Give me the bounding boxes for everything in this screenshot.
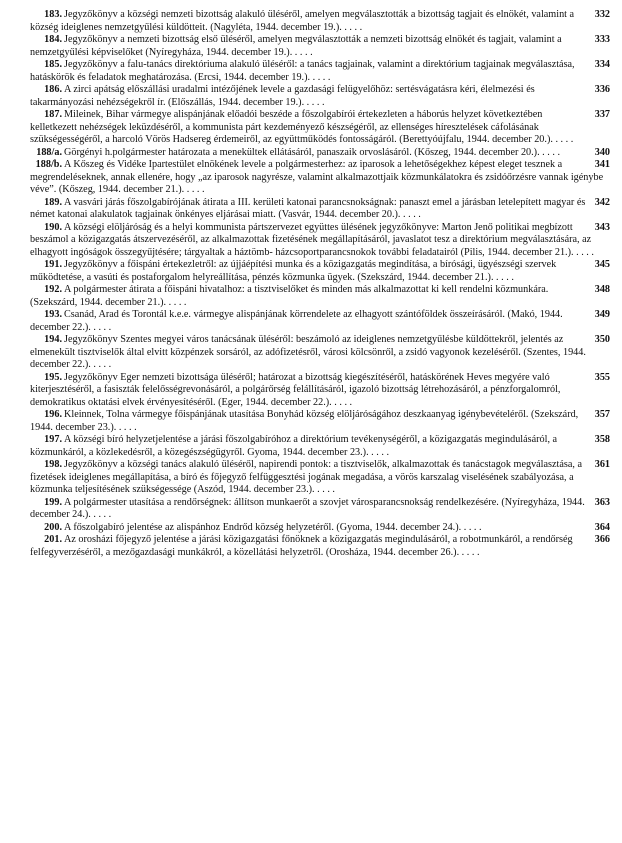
page-number: 333	[594, 34, 610, 45]
entry-text: Jegyzőkönyv Eger nemzeti bizottsága üléséről; határozat a bizottság kiegészítéséről, hatáskörének Heves megyére való kiterjesztéséről, a fasiszták felelősségrevonásáról, a polgárőrség felállításáról, igazoló bizottság létrehozásáról, a pénzforgalomról, demokratikus oktatási elvek érvényesítéséről. (Eger, 1944. december 22.)	[30, 371, 561, 408]
entry-text: Jegyzőkönyv Szentes megyei város tanácsának üléséről: beszámoló az ideiglenes nemzetgyűlésbe küldöttekről, jelentés az elmenekült tisztviselők által elvitt közpénzek sorsáról, az adófizetésről, városi kölcsönről, a zsidó vagyonok kezeléséről. (Szentes, 1944. december 22.)	[30, 334, 586, 370]
entry-number: 199.	[44, 496, 62, 508]
toc-entry	[30, 34, 610, 59]
toc-entry	[30, 197, 610, 222]
dot-leader: . . . . .	[329, 396, 353, 408]
entry-text: Jegyzőkönyv a főispáni értekezletről: az újjáépítési munka és a közigazgatás megindítása, a bírósági, ügyészségi szervek működtetése, a vasúti és postaforgalom helyreállítása, pénzés közmunka ügyek. (Szekszárd, 1944. december 21.)	[30, 259, 557, 283]
toc-entry	[30, 409, 610, 434]
page-number: 357	[594, 409, 610, 420]
page-number: 349	[594, 309, 610, 320]
entry-number: 194.	[44, 334, 62, 345]
entry-number: 193.	[44, 309, 62, 320]
entry-number: 190.	[44, 221, 62, 233]
entry-text: Kleinnek, Tolna vármegye főispánjának utasítása Bonyhád község elöljáróságához deszkaanyag igénybevételéről. (Szekszárd, 1944. december 23.)	[30, 409, 579, 433]
toc-entry	[30, 534, 610, 559]
entry-number: 200.	[44, 521, 62, 533]
toc-entry	[30, 147, 610, 160]
page-number: 336	[594, 84, 610, 95]
page-number: 345	[594, 259, 610, 270]
dot-leader: . . . . .	[490, 271, 514, 283]
page-number: 334	[594, 59, 610, 70]
entry-text: Jegyzőkönyv a nemzeti bizottság első üléséről, amelyen megválasztották a nemzeti bizottság elnökét és tagjait, valamint a nemzetgyűlési képviselőket (Nyíregyháza, 1944. december 19.)	[30, 34, 562, 58]
entry-text: Jegyzőkönyv a községi tanács alakuló üléséről, napirendi pontok: a tisztviselők, alkalmazottak és tanácstagok megválasztása, a fizetések ideiglenes megállapítása, a bíró és főjegyző felfüggesztési jogának megadása, a vörös karszalag viselésének szabályozása, a közmunka teljesítésének szükségessége (Aszód, 1944. december 23.)	[30, 459, 582, 495]
page-number: 350	[594, 334, 610, 345]
entry-number: 189.	[44, 196, 62, 208]
page-number: 358	[594, 434, 610, 445]
dot-leader: . . . . .	[537, 146, 560, 158]
entry-number: 196.	[44, 409, 62, 420]
dot-leader: . . . . .	[550, 134, 574, 145]
page-number: 364	[594, 521, 610, 533]
dot-leader: . . . . .	[458, 521, 482, 533]
entry-text: A főszolgabíró jelentése az alispánhoz Endrőd község helyzetéről. (Gyoma, 1944. december 24.)	[64, 521, 459, 533]
toc-entry	[30, 84, 610, 109]
dot-leader: . . . . .	[366, 446, 389, 458]
page-number: 355	[594, 371, 610, 383]
table-of-contents	[30, 9, 610, 559]
toc-entry	[30, 459, 610, 497]
toc-entry	[30, 284, 610, 309]
entry-number: 197.	[44, 434, 62, 445]
page-number: 343	[594, 221, 610, 233]
dot-leader: . . . . .	[307, 71, 331, 83]
toc-entry	[30, 434, 610, 459]
toc-entry	[30, 522, 610, 535]
dot-leader: . . . . .	[113, 421, 137, 433]
dot-leader: . . . . .	[181, 184, 205, 195]
toc-entry	[30, 159, 610, 197]
toc-entry	[30, 59, 610, 84]
dot-leader: . . . . .	[456, 546, 480, 558]
page-number: 340	[594, 146, 610, 158]
toc-entry	[30, 9, 610, 34]
entry-text: Jegyzőkönyv a községi nemzeti bizottság alakuló üléséről, amelyen megválasztották a bizottság tagjait és elnökét, valamint a község ideiglenes nemzetgyűlési küldötteit. (Nagyléta, 1944. december 19.)	[30, 9, 575, 33]
toc-entry	[30, 334, 610, 372]
page-number: 337	[594, 109, 610, 120]
entry-number: 188/b.	[35, 159, 62, 170]
entry-number: 184.	[44, 34, 62, 45]
entry-text: A Kőszeg és Vidéke Ipartestület elnökének levele a polgármesterhez: az iparosok a lehetőségekhez képest eleget tesznek a megrendeléseknek, annak ellenére, hogy „az iparosok nagyrésze, valamint alkalmazottjaik közmunkálatokra és zsidóőrzésre vannak igénybe véve”. (Kőszeg, 1944. december 21.)	[30, 159, 604, 195]
dot-leader: . . . . .	[571, 246, 594, 258]
entry-number: 183.	[44, 9, 62, 20]
toc-entry	[30, 109, 610, 147]
dot-leader: . . . . .	[301, 96, 325, 108]
entry-number: 188/a.	[36, 146, 62, 158]
entry-text: Jegyzőkönyv a falu-tanács direktóriuma alakuló üléséről: a tanács tagjainak, valamint a direktórium tagjainak megválasztása, hatáskörök és feladatok meghatározása. (Ercsi, 1944. december 19.)	[30, 59, 575, 83]
entry-number: 187.	[44, 109, 62, 120]
toc-entry	[30, 222, 610, 260]
dot-leader: . . . . .	[88, 321, 112, 333]
entry-number: 198.	[44, 459, 62, 470]
toc-entry	[30, 259, 610, 284]
dot-leader: . . . . .	[312, 484, 335, 495]
entry-text: Görgényi h.polgármester határozata a menekültek ellátásáról, panaszaik orvoslásáról. (Kőszeg, 1944. december 20.)	[64, 146, 538, 158]
entry-number: 191.	[44, 259, 62, 270]
entry-text: Csanád, Arad és Torontál k.e.e. vármegye alispánjának körrendelete az elhagyott szántóföldek összeírásáról. (Makó, 1944. december 22.)	[30, 309, 563, 333]
entry-number: 185.	[44, 59, 62, 70]
dot-leader: . . . . .	[88, 359, 112, 370]
toc-entry	[30, 309, 610, 334]
page-number: 363	[594, 496, 610, 508]
entry-text: A polgármester utasítása a rendőrségnek: állítson munkaerőt a szovjet városparancsnokság rendelkezésére. (Nyíregyháza, 1944. december 24.)	[30, 496, 585, 520]
dot-leader: . . . . .	[339, 21, 363, 33]
page-number: 348	[594, 284, 610, 295]
entry-number: 186.	[44, 84, 62, 95]
dot-leader: . . . . .	[88, 509, 112, 520]
page-number: 342	[594, 196, 610, 208]
entry-text: A zirci apátság előszállási uradalmi intézőjének levele a gazdasági felügyelőhöz: sertésvágatásra kéri, élelmezési és takarmányozási nehézségekről ír. (Előszállás, 1944. december 19.)	[30, 84, 535, 108]
entry-text: A községi elöljáróság és a helyi kommunista pártszervezet együttes ülésének jegyzőkönyve: Marton Jenő politikai megbízott beszámol a közigazgatás átszervezéséről, az alkalmazottak fizetésének megállapításáról, javaslatot tesz a direktórium megválasztására, az elhagyott ingóságok összegyűjtésére; tárgyaltak a háztömb- házcsoportparancsnokok további feladatairól (Pilis, 1944. december 21.)	[30, 221, 592, 258]
page-number: 366	[594, 534, 610, 545]
dot-leader: . . . . .	[397, 209, 421, 220]
page-number: 341	[594, 159, 610, 170]
entry-number: 195.	[44, 371, 62, 383]
toc-entry	[30, 497, 610, 522]
entry-number: 201.	[44, 534, 62, 545]
entry-number: 192.	[44, 284, 62, 295]
entry-text: Mileinek, Bihar vármegye alispánjának előadói beszéde a főszolgabírói értekezleten a háborús helyzet következtében kelletkezett nehézségek leküzdéséről, a kommunista párt kezdeményező készségéről, az ellenséges híresztelések cáfolásának szükségességéről, a harcoló Vörös Hadsereg érdemeiről, az együttműködés fontosságáról. (Berettyóújfalu, 1944. december 20.)	[30, 109, 551, 145]
entry-text: A községi bíró helyzetjelentése a járási főszolgabíróhoz a direktórium tevékenységéről, a közigazgatás megindulásáról, a közmunkáról, a közlekedésről, a közegészségügyről. Gyoma, 1944. december 23.)	[30, 434, 558, 458]
entry-text: A vasvári járás főszolgabírójának átirata a III. kerületi katonai parancsnokságnak: panaszt emel a járásban letelepített magyar és német katonai alakulatok tagjainak önkényes eljárásai miatt. (Vasvár, 1944. december 20.)	[30, 196, 586, 220]
entry-text: Az orosházi főjegyző jelentése a járási közigazgatási főnöknek a közigazgatás megindulásáról, a robotmunkáról, a rendőrség felfegyverzéséről, a mezőgazdasági munkákról, a közellátási helyzetről. (Orosháza, 1944. december 26.)	[30, 534, 573, 558]
dot-leader: . . . . .	[289, 46, 313, 58]
dot-leader: . . . . .	[163, 296, 187, 308]
toc-entry	[30, 372, 610, 410]
page-number: 361	[594, 459, 610, 470]
page-number: 332	[594, 9, 610, 20]
entry-text: A polgármester átirata a főispáni hivatalhoz: a tisztviselőket és minden más alkalmazottat ki kell rendelni közmunkára. (Szekszárd, 1944. december 21.)	[30, 284, 549, 308]
